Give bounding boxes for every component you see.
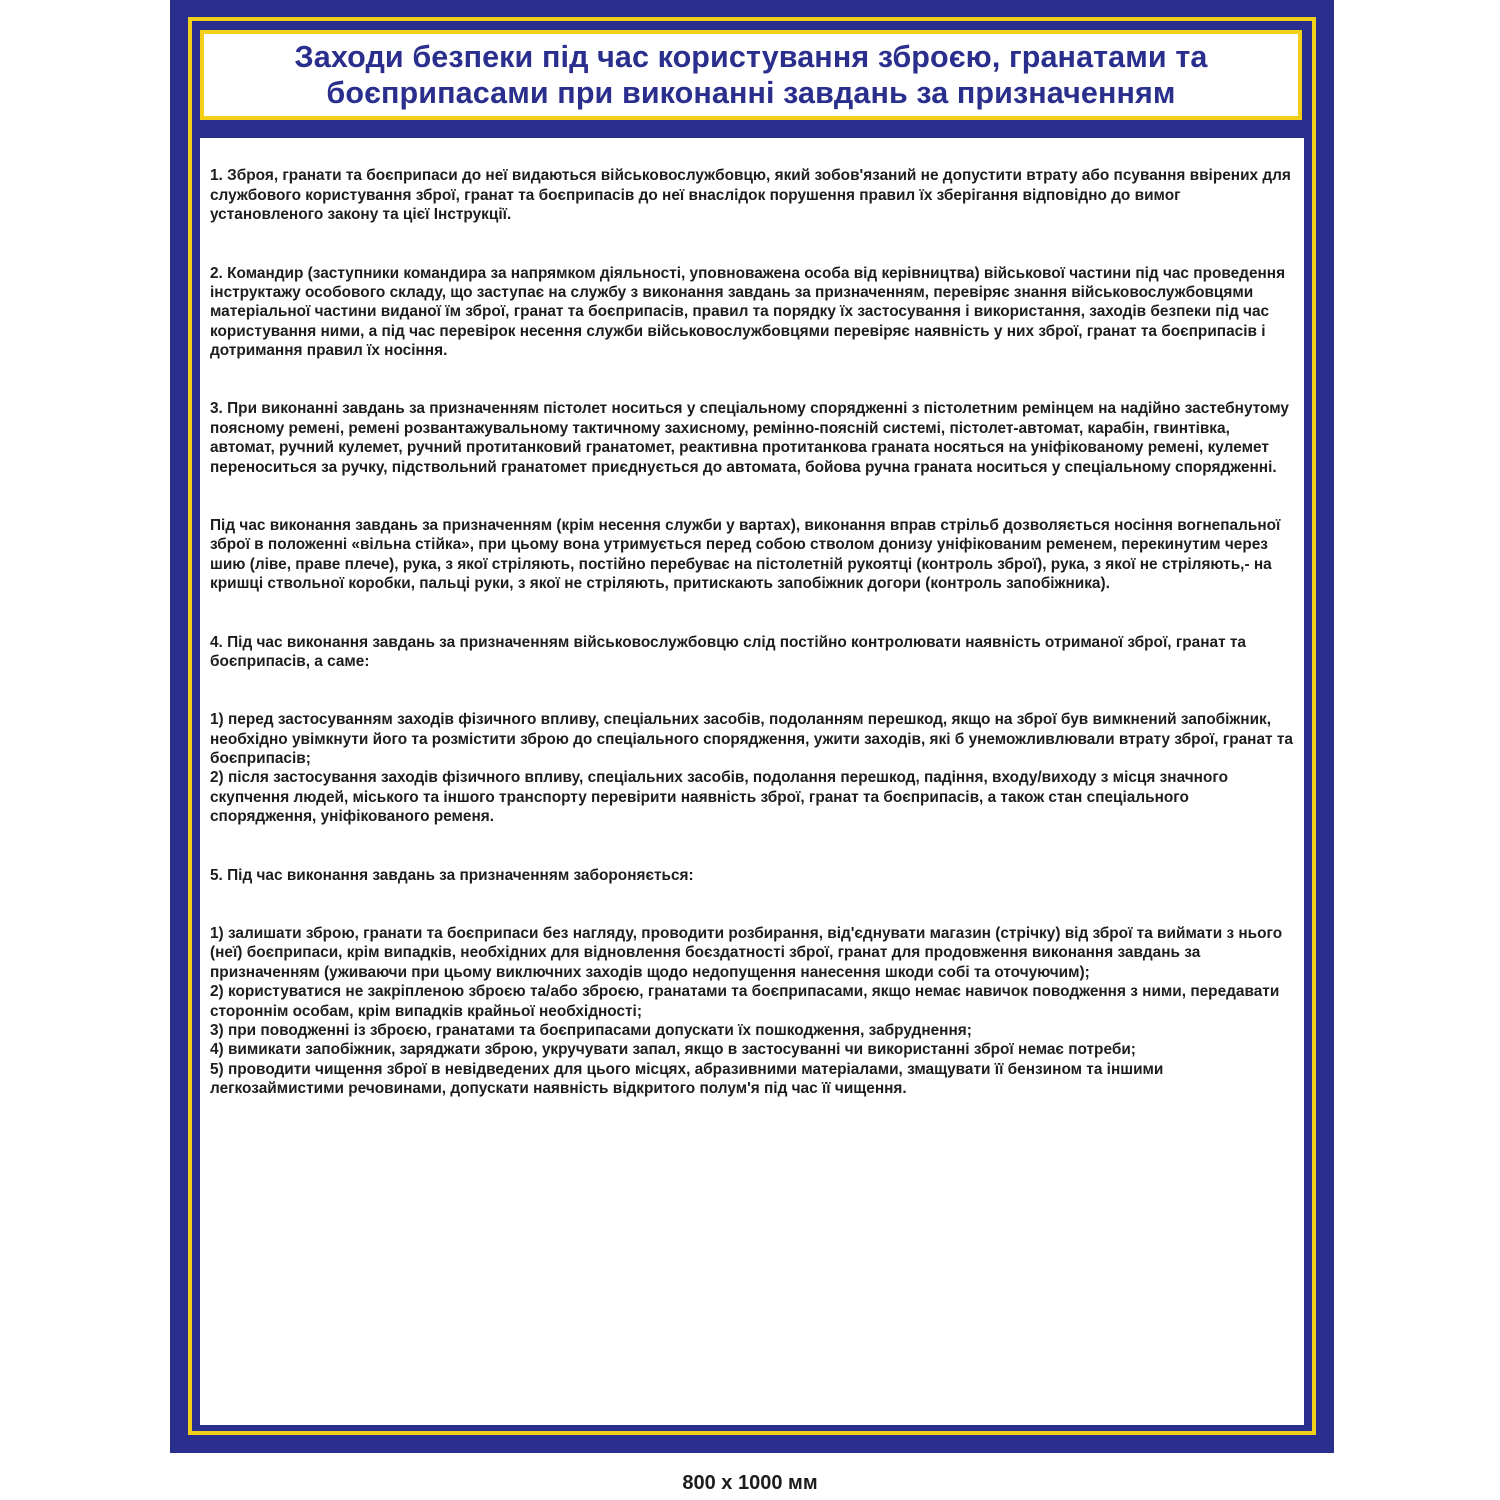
poster-title: Заходи безпеки під час користування зброєю, гранатами та боєприпасами при виконанні завдань за призначенням [294, 40, 1208, 110]
paragraph-4: 4. Під час виконання завдань за призначенням військовослужбовцю слід постійно контролювати наявність отриманої зброї, гранат та боєприпасів, а саме: [210, 633, 1246, 670]
poster-frame [170, 0, 1334, 1453]
rules-text [210, 147, 1294, 1137]
paragraph-3: 3. При виконанні завдань за призначенням пістолет носиться у спеціальному спорядженні з пістолетним ремінцем на надійно застебнутому поясному ремені, ремені розвантажувальному тактичному захисному, ремінно-поясній системі, пістолет-автомат, карабін, гвинтівка, автомат, ручний кулемет, ручний протитанковий гранатомет, реактивна протитанкова граната носяться на уніфікованому ремені, кулемет переноситься за ручку, підствольний гранатомет приєднується до автомата, бойова ручна граната носиться у спеціальному спорядженні. [210, 400, 1289, 476]
paragraph-1: 1. Зброя, гранати та боєприпаси до неї видаються військовослужбовцю, який зобов'язаний не допустити втрату або псування ввірених для службового користування зброї, гранат та боєприпасів до неї внаслідок порушення правил їх зберігання відповідно до вимог установленого закону та цієї Інструкції. [210, 167, 1291, 224]
paragraph-5-items: 1) залишати зброю, гранати та боєприпаси без нагляду, проводити розбирання, від'єднувати магазин (стрічку) від зброї та виймати з нього (неї) боєприпаси, крім випадків, необхідних для відновлення боєздатності зброї, гранат для продовження виконання завдань за призначенням (уживаючи при цьому виключних заходів щодо недопущення нанесення шкоди собі та оточуючим); 2) користуватися не закріпленою зброєю та/або зброєю, гранатами та боєприпасами, якщо немає навичок поводження з ними, передавати стороннім особам, крім випадків крайньої необхідності; 3) при поводженні із зброєю, гранатами та боєприпасами допускати їх пошкодження, забруднення; 4) вимикати запобіжник, заряджати зброю, укручувати запал, якщо в застосуванні чи використанні зброї немає потреби; 5) проводити чищення зброї в невідведених для цього місцях, абразивними матеріалами, змащувати її бензином та іншими легкозаймистими речовинами, допускати наявність відкритого полум'я під час її чищення. [210, 924, 1283, 1098]
header-title-box [204, 34, 1298, 116]
paragraph-4-items: 1) перед застосуванням заходів фізичного впливу, спеціальних засобів, подоланням перешкод, якщо на зброї був вимкнений запобіжник, необхідно увімкнути його та розмістити зброю до спеціального спорядження, ужити заходів, які б унеможливлювали втрату зброї, гранат та боєприпасів; 2) після застосування заходів фізичного впливу, спеціальних засобів, подолання перешкод, падіння, входу/виходу з місця значного скупчення людей, міського та іншого транспорту перевірити наявність зброї, гранат та боєприпасів, а також стан спеціального спорядження, уніфікованого ременя. [210, 711, 1293, 826]
poster-body [200, 138, 1304, 1425]
size-caption: 800 х 1000 мм [682, 1472, 818, 1494]
poster-header [198, 28, 1304, 122]
paragraph-5: 5. Під час виконання завдань за призначенням забороняється: [210, 866, 694, 884]
paragraph-2: 2. Командир (заступники командира за напрямком діяльності, уповноважена особа від керівництва) військової частини під час проведення інструктажу особового складу, що заступає на службу з виконання завдань за призначенням, перевіряє знання військовослужбовцями матеріальної частини виданої їм зброї, гранат та боєприпасів, правил та порядку їх застосування і використання, заходів безпеки під час користування ними, а під час перевірок несення служби військовослужбовцями перевіряє наявність у них зброї, гранат та боєприпасів і дотримання правил їх носіння. [210, 264, 1286, 360]
paragraph-3-continued: Під час виконання завдань за призначенням (крім несення служби у вартах), виконання вправ стрільб дозволяється носіння вогнепальної зброї в положенні «вільна стійка», при цьому вона утримується перед собою стволом донизу уніфікованим ременем, перекинутим через шию (ліве, праве плече), рука, з якої стріляють, постійно перебуває на пістолетній рукоятці (контроль зброї), рука, з якої не стріляють,- на кришці ствольної коробки, пальці руки, з якої не стріляють, притискають запобіжник догори (контроль запобіжника). [210, 517, 1281, 593]
